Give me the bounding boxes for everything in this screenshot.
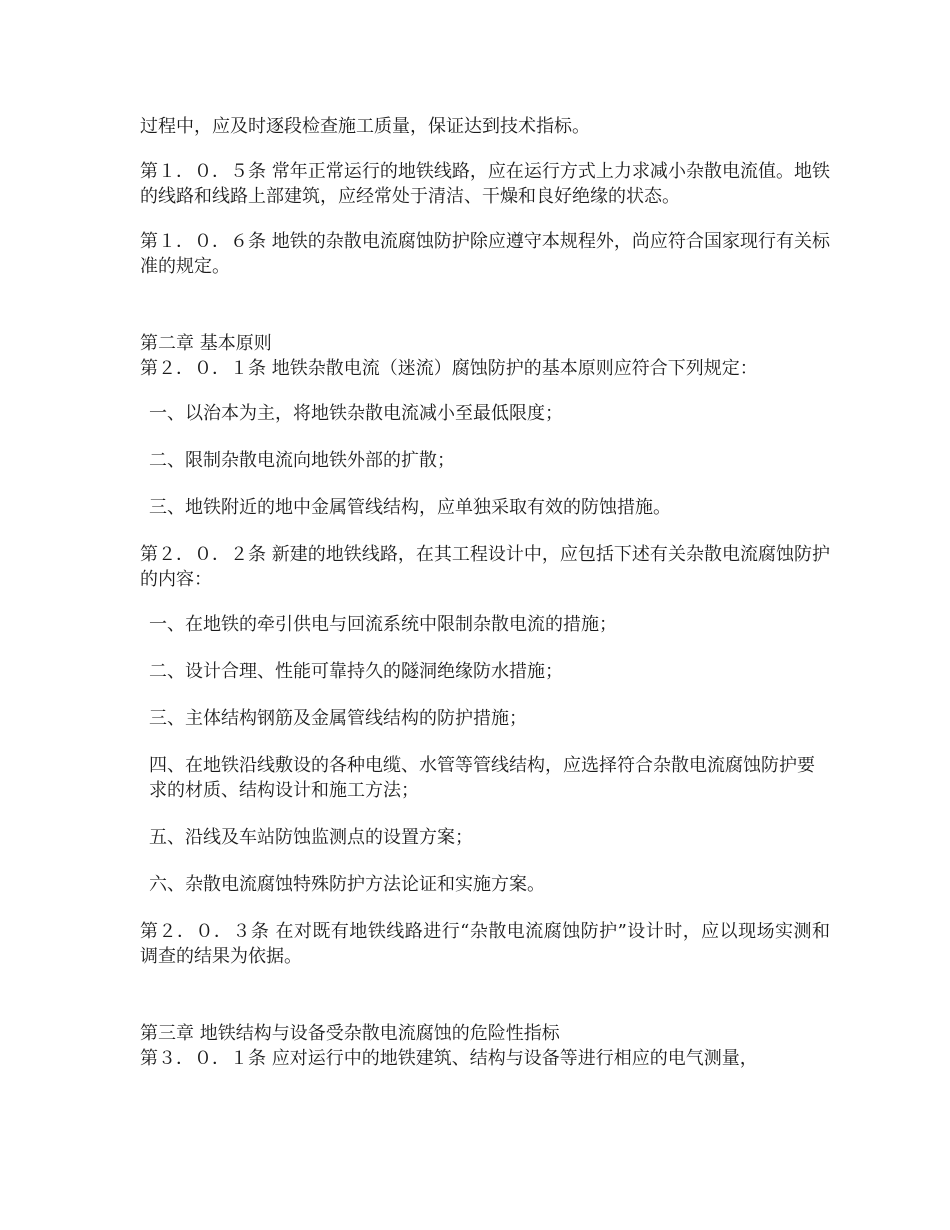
list-item: 一、以治本为主，将地铁杂散电流减小至最低限度； [149, 403, 563, 424]
list-item: 二、限制杂散电流向地铁外部的扩散； [149, 450, 455, 471]
chapter-2-heading: 第二章 基本原则 [140, 333, 272, 354]
list-item: 一、在地铁的牵引供电与回流系统中限制杂散电流的措施； [149, 614, 617, 635]
article-1-0-5: 第１．０．５条 常年正常运行的地铁线路，应在运行方式上力求减小杂散电流值。地铁的线路和线路上部建筑，应经常处于清洁、干燥和良好绝缘的状态。 [140, 161, 830, 207]
section-gap [140, 989, 830, 1021]
list-item: 三、地铁附近的地中金属管线结构，应单独采取有效的防蚀措施。 [149, 497, 671, 518]
list-item: 四、在地铁沿线敷设的各种电缆、水管等管线结构，应选择符合杂散电流腐蚀防护要求的材质、结构设计和施工方法； [149, 755, 815, 801]
section-gap [140, 299, 830, 331]
article-2-0-1: 第２．０．１条 地铁杂散电流（迷流）腐蚀防护的基本原则应符合下列规定： [140, 358, 758, 379]
article-2-0-3: 第２．０．３条 在对既有地铁线路进行“杂散电流腐蚀防护”设计时，应以现场实测和调查的结果为依据。 [140, 921, 830, 967]
list-item: 六、杂散电流腐蚀特殊防护方法论证和实施方案。 [149, 874, 545, 895]
document-body [140, 114, 830, 1091]
paragraph-intro: 过程中，应及时逐段检查施工质量，保证达到技术指标。 [140, 116, 590, 137]
list-item: 三、主体结构钢筋及金属管线结构的防护措施； [149, 708, 527, 729]
article-3-0-1: 第３．０．１条 应对运行中的地铁建筑、结构与设备等进行相应的电气测量， [140, 1048, 758, 1069]
list-item: 五、沿线及车站防蚀监测点的设置方案； [149, 827, 473, 848]
article-1-0-6: 第１．０．６条 地铁的杂散电流腐蚀防护除应遵守本规程外，尚应符合国家现行有关标准的规定。 [140, 231, 830, 277]
article-2-0-2: 第２．０．２条 新建的地铁线路，在其工程设计中，应包括下述有关杂散电流腐蚀防护的内容： [140, 544, 830, 590]
list-item: 二、设计合理、性能可靠持久的隧洞绝缘防水措施； [149, 661, 563, 682]
chapter-3-heading: 第三章 地铁结构与设备受杂散电流腐蚀的危险性指标 [140, 1023, 560, 1044]
